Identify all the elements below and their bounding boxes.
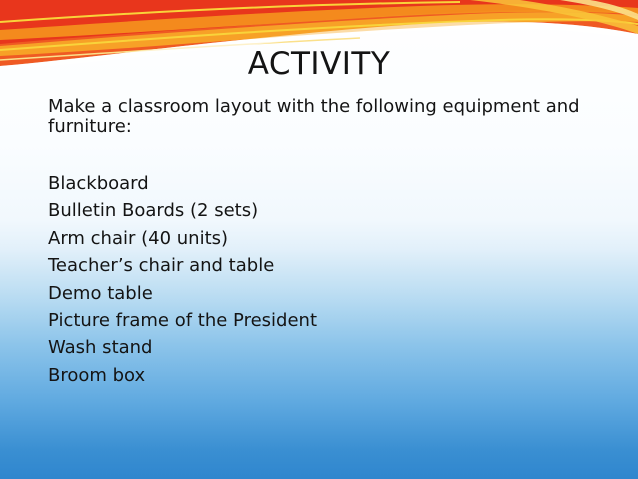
list-item: Teacher’s chair and table [48,255,275,277]
list-item: Blackboard [48,173,149,194]
slide-title: ACTIVITY [247,46,391,82]
list-item: Broom box [48,364,146,386]
list-item: Wash stand [48,337,153,359]
list-item: Bulletin Boards (2 sets) [48,200,259,222]
list-item: Demo table [48,282,153,304]
equipment-list [48,170,317,389]
intro-text: Make a classroom layout with the following equipment and furniture: [48,96,580,137]
list-item: Arm chair (40 units) [48,227,229,249]
list-item: Picture frame of the President [48,310,318,332]
